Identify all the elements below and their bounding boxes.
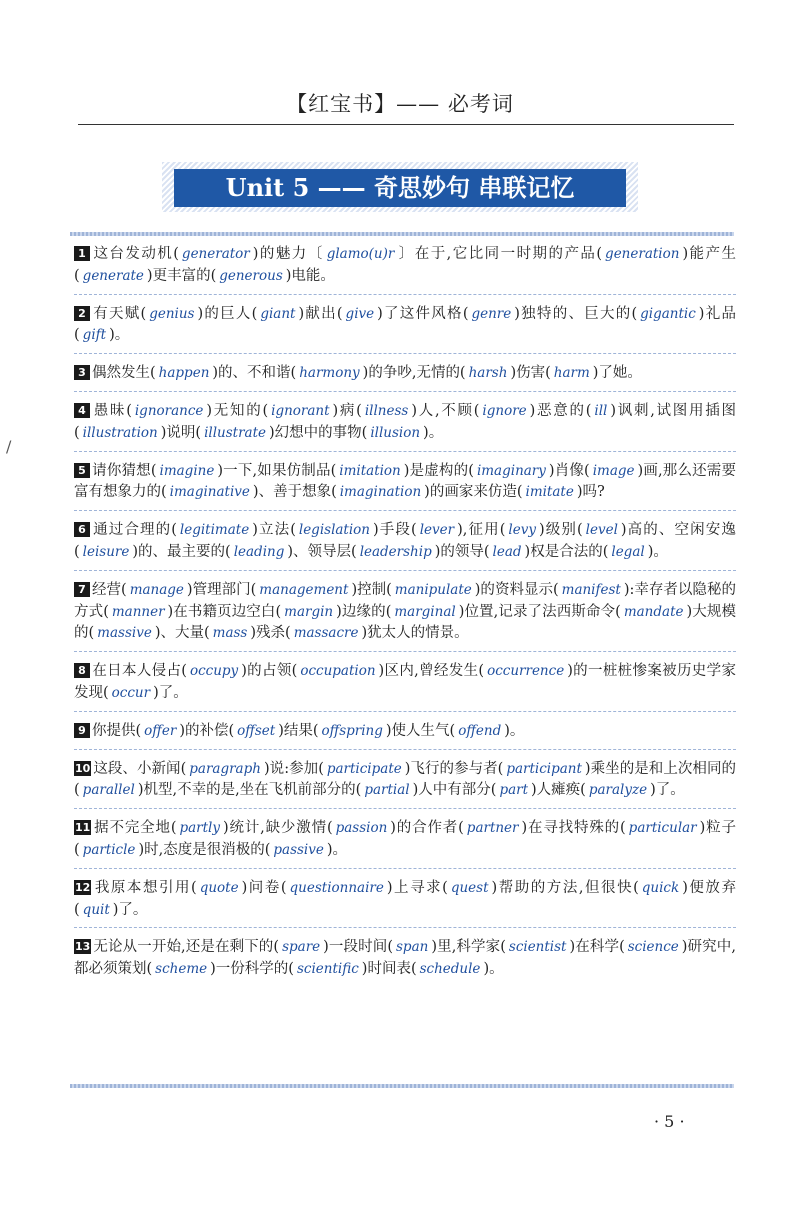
- english-word: ignorant: [271, 402, 330, 419]
- bottom-divider-band: [70, 1084, 734, 1088]
- chinese-text: )人,不顾(: [411, 402, 480, 419]
- english-word: genre: [471, 305, 512, 322]
- chinese-text: )。: [326, 841, 348, 858]
- chinese-text: )人瘫痪(: [531, 782, 586, 799]
- sentence-item: [74, 816, 736, 869]
- english-word: paralyze: [588, 782, 648, 799]
- english-word: imaginative: [169, 484, 250, 501]
- english-word: generator: [181, 246, 250, 262]
- top-divider-band: [70, 232, 734, 236]
- english-word: manage: [129, 581, 184, 598]
- chinese-text: )时,态度是很消极的(: [138, 841, 271, 858]
- sentence-number-badge: 1: [74, 246, 90, 261]
- english-word: occupation: [300, 663, 376, 680]
- chinese-text: )伤害(: [510, 365, 551, 382]
- chinese-text: )讽刺,试图用插图(: [74, 402, 736, 441]
- chinese-text: )了这件风格(: [377, 305, 469, 322]
- english-word: schedule: [419, 961, 481, 978]
- chinese-text: )病(: [332, 402, 362, 419]
- chinese-text: )位置,记录了法西斯命令(: [458, 603, 621, 620]
- chinese-text: )时间表(: [361, 961, 417, 978]
- sentence-number-badge: 12: [75, 880, 91, 894]
- chinese-text: )献出(: [298, 305, 343, 322]
- chinese-text: )的领导(: [434, 543, 490, 560]
- chinese-text: )画,那么还需要富有想象力的(: [74, 462, 736, 501]
- chinese-text: )的占领(: [241, 663, 298, 680]
- chinese-text: )礼品(: [74, 305, 736, 344]
- chinese-text: 我原本想引用(: [93, 879, 197, 896]
- english-word: illusion: [370, 424, 421, 441]
- sentence-item: [74, 399, 736, 452]
- english-word: manipulate: [394, 581, 472, 598]
- english-word: offset: [237, 722, 276, 739]
- chinese-text: 愚昧(: [92, 402, 132, 419]
- english-word: participate: [326, 760, 402, 777]
- english-word: quote: [199, 879, 239, 896]
- english-word: ignorance: [134, 402, 204, 419]
- chinese-text: )人中有部分(: [412, 782, 497, 799]
- chinese-text: )机型,不幸的是,坐在飞机前部分的(: [137, 782, 362, 799]
- chinese-text: 你提供(: [92, 722, 142, 739]
- chinese-text: )的一桩桩惨案被历史学家发现(: [74, 663, 736, 701]
- english-word: harmony: [299, 365, 360, 382]
- english-word: passion: [335, 820, 388, 837]
- chinese-text: 这段、小新闻(: [93, 760, 187, 777]
- chinese-text: )粒子(: [74, 820, 736, 858]
- english-word: imagine: [159, 462, 215, 479]
- english-word: management: [259, 581, 349, 598]
- chinese-text: )幻想中的事物(: [269, 424, 368, 441]
- chinese-text: )。: [109, 327, 130, 344]
- header-rule: [78, 124, 734, 125]
- english-word: ill: [594, 402, 608, 419]
- chinese-text: )一份科学的(: [210, 961, 294, 978]
- english-word: science: [627, 939, 679, 956]
- english-word: manifest: [561, 581, 621, 598]
- chinese-text: )上寻求(: [386, 879, 448, 896]
- english-word: partial: [364, 782, 410, 799]
- english-word: illustrate: [204, 424, 266, 441]
- english-word: give: [345, 305, 375, 322]
- english-word: massive: [97, 625, 152, 642]
- chinese-text: )在寻找特殊的(: [521, 820, 626, 837]
- english-word: scheme: [155, 961, 208, 978]
- chinese-text: )恶意的(: [529, 402, 592, 419]
- sentence-list: [74, 242, 736, 994]
- sentence-item: [74, 935, 736, 987]
- english-word: mass: [212, 625, 248, 642]
- chinese-text: )边缘的(: [336, 603, 392, 620]
- english-word: happen: [158, 365, 210, 382]
- chinese-text: )了。: [650, 782, 685, 799]
- chinese-text: 据不完全地(: [93, 820, 177, 837]
- chinese-text: )能产生(: [74, 246, 736, 284]
- sentence-number-badge: 10: [75, 761, 91, 775]
- sentence-item: [74, 719, 736, 750]
- english-word: parallel: [82, 782, 135, 799]
- chinese-text: )手段(: [373, 522, 417, 539]
- chinese-text: )犹太人的情景。: [361, 625, 469, 642]
- english-word: lever: [419, 522, 455, 539]
- sentence-item: [74, 361, 736, 392]
- english-word: marginal: [394, 603, 456, 620]
- english-word: level: [585, 522, 618, 539]
- english-word: mandate: [623, 603, 684, 620]
- english-word: passive: [273, 841, 324, 858]
- chinese-text: 偶然发生(: [92, 365, 156, 382]
- english-word: harsh: [468, 365, 508, 382]
- page-number: · 5 ·: [654, 1112, 685, 1131]
- chinese-text: )乘坐的是和上次相同的(: [74, 760, 736, 799]
- chinese-text: )的巨人(: [197, 305, 258, 322]
- chinese-text: )结果(: [278, 722, 319, 739]
- sentence-item: [74, 302, 736, 355]
- chinese-text: )。: [483, 961, 504, 978]
- chinese-text: )权是合法的(: [524, 543, 609, 560]
- chinese-text: )的合作者(: [390, 820, 464, 837]
- english-word: legitimate: [179, 522, 250, 539]
- sentence-item: [74, 659, 736, 712]
- chinese-text: )、善于想象(: [252, 484, 337, 501]
- chinese-text: )说明(: [160, 424, 202, 441]
- chinese-text: ):幸存者以隐秘的方式(: [74, 581, 736, 620]
- english-word: legislation: [298, 522, 371, 539]
- sentence-item: [74, 459, 736, 512]
- english-word: harm: [553, 365, 590, 382]
- chinese-text: )的、不和谐(: [212, 365, 297, 382]
- chinese-text: )了。: [112, 901, 148, 918]
- english-word: part: [499, 782, 529, 799]
- chinese-text: )的资料显示(: [474, 581, 559, 598]
- chinese-text: )飞行的参与者(: [404, 760, 504, 777]
- chinese-text: )是虚构的(: [403, 462, 474, 479]
- english-word: illness: [364, 402, 409, 419]
- english-word: imitation: [339, 462, 401, 479]
- sentence-number-badge: 3: [74, 365, 90, 380]
- english-word: imagination: [339, 484, 422, 501]
- chinese-text: )一段时间(: [323, 939, 393, 956]
- english-word: partner: [466, 820, 519, 837]
- chinese-text: )大规模的(: [74, 603, 736, 642]
- chinese-text: 在日本人侵占(: [92, 663, 187, 680]
- unit-banner: [174, 169, 626, 207]
- english-word: leadership: [359, 543, 432, 560]
- chinese-text: )一下,如果仿制品(: [217, 462, 337, 479]
- english-word: spare: [282, 939, 321, 956]
- english-word: occur: [111, 684, 151, 701]
- english-word: image: [592, 462, 635, 479]
- english-word: illustration: [82, 424, 158, 441]
- chinese-text: )问卷(: [241, 879, 287, 896]
- english-word: margin: [284, 603, 334, 620]
- sentence-number-badge: 4: [74, 403, 90, 418]
- english-word: levy: [508, 522, 536, 539]
- sentence-item: [74, 518, 736, 571]
- sentence-item: [74, 757, 736, 810]
- chinese-text: ),征用(: [457, 522, 506, 539]
- english-word: particular: [628, 820, 697, 837]
- english-word: offend: [458, 722, 502, 739]
- chinese-text: )的画家来仿造(: [424, 484, 523, 501]
- english-word: legal: [611, 543, 645, 560]
- english-word: generate: [82, 267, 144, 284]
- english-word: span: [396, 939, 429, 956]
- chinese-text: )说:参加(: [263, 760, 324, 777]
- english-word: leading: [233, 543, 285, 560]
- margin-mark: /: [6, 437, 12, 456]
- english-word: gift: [82, 327, 107, 344]
- english-word: quest: [450, 879, 489, 896]
- sentence-number-badge: 9: [74, 723, 90, 738]
- english-word: massacre: [293, 625, 359, 642]
- chinese-text: )的、最主要的(: [132, 543, 231, 560]
- chinese-text: )、领导层(: [287, 543, 357, 560]
- english-word: questionnaire: [289, 879, 384, 896]
- chinese-text: )、大量(: [154, 625, 210, 642]
- sentence-item: [74, 242, 736, 295]
- chinese-text: 经营(: [92, 581, 127, 598]
- sentence-number-badge: 13: [75, 940, 91, 954]
- chinese-text: 无论从一开始,还是在剩下的(: [93, 939, 280, 956]
- chinese-text: )了她。: [592, 365, 642, 382]
- english-word: partly: [179, 820, 220, 837]
- chinese-text: )。: [504, 722, 525, 739]
- chinese-text: 通过合理的(: [92, 522, 177, 539]
- english-word: offer: [144, 722, 177, 739]
- chinese-text: )高的、空闲安逸(: [74, 522, 736, 560]
- chinese-text: )立法(: [252, 522, 296, 539]
- chinese-text: )了。: [153, 684, 188, 701]
- english-word: participant: [506, 760, 582, 777]
- sentence-item: [74, 578, 736, 652]
- chinese-text: )电能。: [285, 267, 335, 284]
- english-word: offspring: [321, 722, 383, 739]
- chinese-text: )在书籍页边空白(: [167, 603, 282, 620]
- english-word: gigantic: [640, 305, 696, 322]
- chinese-text: )吗?: [576, 484, 605, 501]
- english-word: ignore: [482, 402, 527, 419]
- english-word: imaginary: [476, 462, 546, 479]
- chinese-text: )控制(: [351, 581, 392, 598]
- english-word: leisure: [82, 543, 130, 560]
- chinese-text: )独特的、巨大的(: [514, 305, 638, 322]
- chinese-text: 〕在于,它比同一时期的产品(: [397, 246, 603, 262]
- sentence-number-badge: 6: [74, 522, 90, 537]
- chinese-text: )统计,缺少激情(: [223, 820, 333, 837]
- chinese-text: )的争吵,无情的(: [362, 365, 466, 382]
- unit-label: Unit 5: [225, 173, 310, 202]
- page-header-title: 【红宝书】—— 必考词: [286, 92, 514, 116]
- english-word: paragraph: [189, 760, 261, 777]
- english-word: quick: [641, 879, 680, 896]
- english-word: scientist: [508, 939, 567, 956]
- english-word: giant: [260, 305, 296, 322]
- chinese-text: 有天赋(: [92, 305, 147, 322]
- english-word: quit: [82, 901, 110, 918]
- english-word: particle: [82, 841, 136, 858]
- sentence-number-badge: 8: [74, 663, 90, 678]
- english-word: generous: [219, 267, 283, 284]
- chinese-text: )肖像(: [548, 462, 590, 479]
- chinese-text: )在科学(: [569, 939, 625, 956]
- sentence-number-badge: 5: [74, 463, 90, 478]
- chinese-text: )便放弃(: [74, 879, 736, 918]
- chinese-text: )区内,曾经发生(: [378, 663, 485, 680]
- chinese-text: )。: [647, 543, 668, 560]
- english-word: imitate: [525, 484, 574, 501]
- english-word: manner: [111, 603, 165, 620]
- chinese-text: )帮助的方法,但很快(: [491, 879, 639, 896]
- chinese-text: )里,科学家(: [431, 939, 506, 956]
- chinese-text: )无知的(: [206, 402, 269, 419]
- sentence-number-badge: 7: [74, 582, 90, 597]
- chinese-text: 这台发动机(: [92, 246, 179, 262]
- sentence-number-badge: 2: [74, 306, 90, 321]
- chinese-text: )管理部门(: [186, 581, 257, 598]
- english-word: occupy: [189, 663, 239, 680]
- chinese-text: )研究中,都必须策划(: [74, 939, 736, 978]
- chinese-text: )残杀(: [250, 625, 291, 642]
- english-word: scientific: [296, 961, 359, 978]
- english-word: lead: [492, 543, 522, 560]
- english-word: occurrence: [487, 663, 565, 680]
- sentence-item: [74, 876, 736, 929]
- chinese-text: )的补偿(: [179, 722, 235, 739]
- english-word: generation: [605, 246, 680, 262]
- chinese-text: )使人生气(: [385, 722, 456, 739]
- chinese-text: )。: [423, 424, 444, 441]
- chinese-text: 请你猜想(: [92, 462, 157, 479]
- chinese-text: )级别(: [538, 522, 583, 539]
- english-word: glamo(u)r: [326, 246, 395, 262]
- english-word: genius: [149, 305, 195, 322]
- chinese-text: )的魅力〔: [252, 246, 324, 262]
- unit-title: —— 奇思妙句 串联记忆: [309, 174, 575, 202]
- sentence-number-badge: 11: [75, 821, 91, 835]
- chinese-text: )更丰富的(: [146, 267, 217, 284]
